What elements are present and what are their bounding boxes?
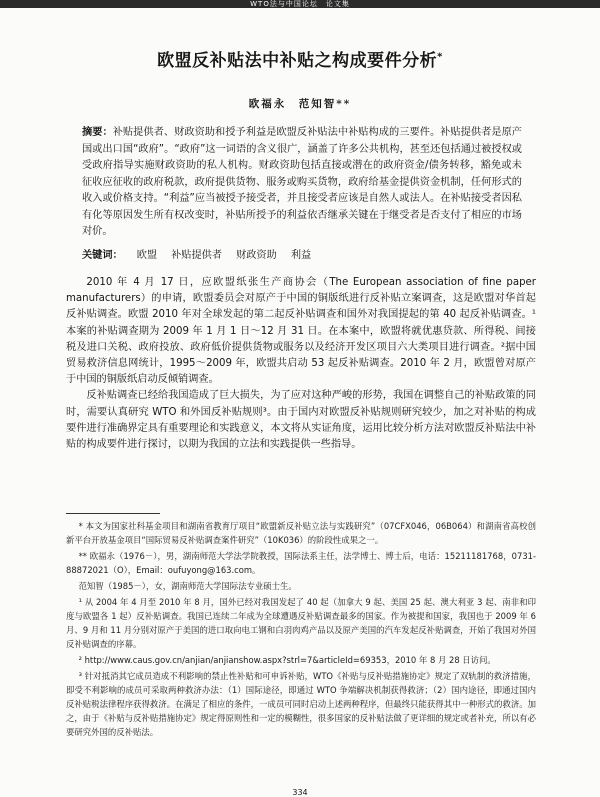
keywords — [82, 246, 522, 261]
abstract — [82, 125, 522, 241]
footnote: ¹ 从 2004 年 4 月至 2010 年 8 月，国外已经对我国发起了 40 起（加拿大 9 起、美国 25 起、澳大利亚 3 起、南非和印度与欧盟各 1 起）反补贴调查。我国已连续二年成为全球遭遇反补贴调查最多的国家。作为被提和国家，我国也于 2009 年 6 月、9 月和 11 月分别对原产于美国的进口取向电工钢和白羽肉鸡产品以及原产美国的汽车发起反补贴调查，开始了我国对外国反补贴调查的序幕。 — [66, 597, 536, 649]
footnotes — [66, 519, 536, 741]
footnote: ² http://www.caus.gov.cn/anjian/anjianshow.aspx?strl=7&articleId=69353，2010 年 8 月 28 日访问。 — [78, 655, 496, 665]
footnote: 范知智（1985－），女，湖南师范大学国际法专业硕士生。 — [78, 581, 297, 591]
keyword: 财政资助 — [236, 250, 277, 261]
footnote: * 本文为国家社科基金项目和湖南省教育厅项目“欧盟新反补贴立法与实践研究”（07CFX046，06B064）和湖南省高校创新平台开放基金项目“国际贸易反补贴调查案件研究”（10K036）的阶段性成果之一。 — [66, 521, 536, 545]
running-head: WTO法与中国论坛 论文集 — [0, 0, 600, 8]
page-number: 334 — [292, 788, 308, 797]
body-text — [66, 275, 536, 453]
body-paragraph: 反补贴调查已经给我国造成了巨大损失，为了应对这种严峻的形势，我国在调整自己的补贴政策的同时，需要认真研究 WTO 和外国反补贴规则³。由于国内对欧盟反补贴规则研究较少，加之对补贴的构成要件进行准确界定具有重要理论和实践意义，本文将从实证角度，运用比较分析方法对欧盟反补贴法中补贴的构成要件进行探讨，以期为我国的立法和实践提供一些指导。 — [66, 390, 536, 451]
page-title — [0, 46, 600, 71]
keyword: 补贴提供者 — [171, 250, 223, 261]
abstract-text: 补贴提供者、财政资助和授予利益是欧盟反补贴法中补贴构成的三要件。补贴提供者是原产国或出口国“政府”。“政府”这一词语的含义很广，涵盖了许多公共机构，甚至还包括通过被授权或受政府指导实施财政资助的私人机构。财政资助包括直接或潜在的政府资金/债务转移，豁免或未征收应征收的政府税款，政府提供货物、服务或购买货物，政府给基金提供资金机制，任何形式的收入或价格支持。“利益”应当被授予接受者，并且接受者应该是自然人或法人。在补贴接受者因私有化等原因发生所有权改变时，补贴所授予的利益依否继承关键在于继受者是否支付了相应的市场对价。 — [82, 127, 522, 237]
footnote: ** 欧福永（1976－），男，湖南师范大学法学院教授，国际法系主任，法学博士、博士后，电话：15211181768，0731-88872021（O），Email：oufuyong@163.com。 — [66, 551, 536, 575]
keyword: 欧盟 — [136, 250, 158, 261]
body-paragraph: 2010 年 4 月 17 日，应欧盟纸张生产商协会（The European association of fine paper manufacturers）的申请，欧盟委员会对原产于中国的铜版纸进行反补贴立案调查，这是欧盟对华首起反补贴调查。欧盟 2010 年对全球发起的第二起反补贴调查和国外对我国提起的第 40 起反补贴调查。¹本案的补贴调查期为 2009 年 1 月 1 日～12 月 31 日。在本案中，欧盟将就优惠贷款、所得税、间接税及进口关税、政府投放、政府低价提供货物或服务以及经济开发区项目六大类项目进行调查。²据中国贸易救济信息网统计，1995～2009 年，欧盟共启动 53 起反补贴调查。2010 年 2 月，欧盟曾对原产于中国的铜版纸启动反倾销调查。 — [66, 277, 536, 386]
footnote: ³ 针对抵消其它成员造成不利影响的禁止性补贴和可申诉补贴，WTO《补贴与反补贴措施协定》规定了双轨制的救济措施，即受不利影响的成员可采取两种救济办法：（1）国际途径，即通过 WTO 争端解决机制获得救济；（2）国内途径，即通过国内反补贴税法律程序获得救济。在满足了相应的条件，一成员可同时启动上述两种程序，但最终只能获得其中一种形式的救济。加之，由于《补贴与反补贴措施协定》规定得原则性和一定的模糊性，很多国家的反补贴法做了更详细的规定或者补充，所以有必要研究外国的反补贴法。 — [66, 671, 536, 737]
title-text: 欧盟反补贴法中补贴之构成要件分析 — [157, 51, 438, 71]
footnote-divider — [66, 513, 160, 514]
keywords-label: 关键词： — [82, 250, 123, 261]
abstract-label: 摘要： — [82, 127, 113, 138]
title-footnote-mark: * — [437, 51, 443, 63]
keyword: 利益 — [290, 250, 312, 261]
authors: 欧福永 范知智** — [248, 98, 352, 110]
